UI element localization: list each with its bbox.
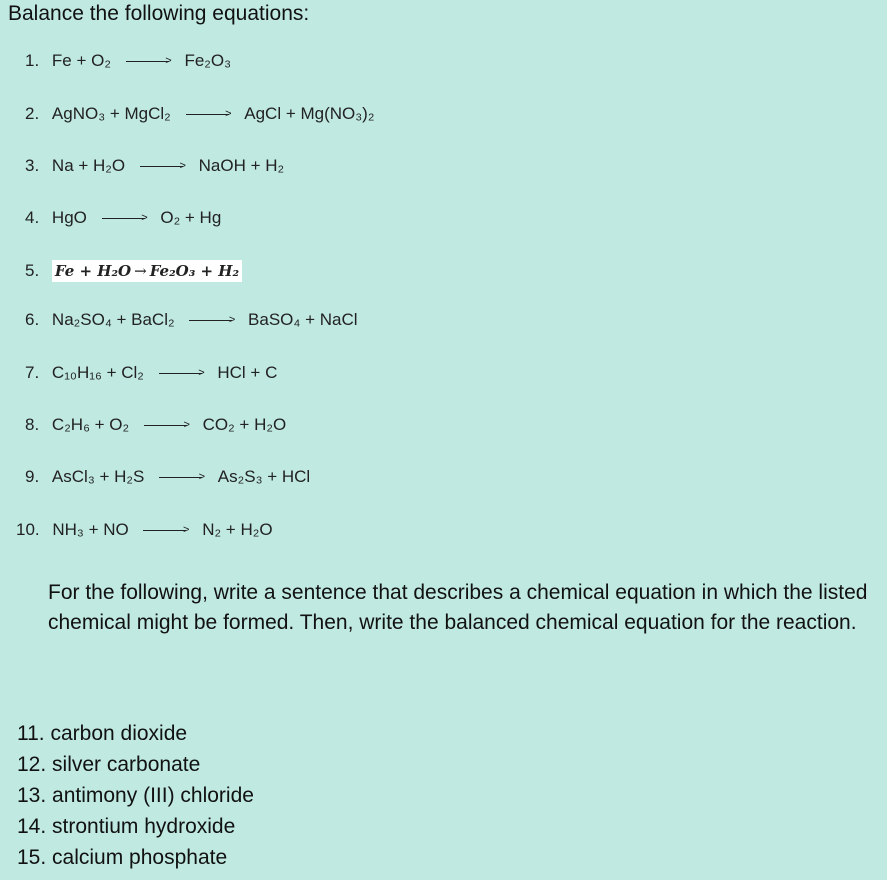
equation-products: AgCl + Mg(NO₃)₂	[244, 104, 375, 123]
equation-products: Fe₂O₃	[184, 51, 232, 70]
equation-reactants: C₂H₆ + O₂	[51, 415, 130, 434]
equation-7	[25, 361, 277, 385]
equation-number: 2.	[25, 104, 40, 123]
reaction-arrow-icon: >	[143, 526, 189, 536]
list-item: 14. strontium hydroxide	[17, 815, 236, 838]
equation-9	[25, 465, 310, 489]
reaction-arrow-icon: >	[140, 162, 186, 172]
equation-number: 7.	[25, 363, 40, 382]
equation-8	[25, 413, 286, 437]
equation-5	[25, 259, 242, 283]
equation-reactants: C₁₀H₁₆ + Cl₂	[51, 363, 144, 382]
reaction-arrow-icon: >	[144, 421, 190, 431]
chemical-list	[17, 718, 254, 873]
reaction-arrow-icon: >	[126, 57, 172, 67]
equation-number: 1.	[25, 51, 40, 70]
equation-number: 5.	[25, 261, 40, 280]
equation-3	[25, 154, 284, 178]
equation-products: CO₂ + H₂O	[202, 415, 287, 434]
equation-products: Fe₂O₃ + H₂	[149, 262, 240, 280]
equation-reactants: Na + H₂O	[51, 156, 126, 175]
equation-products: O₂ + Hg	[160, 208, 222, 227]
list-item: 12. silver carbonate	[17, 753, 201, 776]
list-item: 11. carbon dioxide	[17, 722, 188, 745]
list-item: 15. calcium phosphate	[17, 846, 228, 869]
equation-number: 6.	[25, 310, 40, 329]
equation-products: HCl + C	[217, 363, 278, 382]
equation-reactants: NH₃ + NO	[52, 520, 129, 539]
equation-reactants: Fe + O₂	[51, 51, 111, 70]
reaction-arrow-icon: >	[102, 214, 148, 224]
reaction-arrow-icon: >	[186, 110, 232, 120]
reaction-arrow-icon: >	[159, 369, 205, 379]
math-equation-box	[52, 260, 242, 282]
equation-2	[25, 102, 374, 126]
equation-number: 9.	[25, 467, 40, 486]
page-heading: Balance the following equations:	[8, 2, 310, 25]
equation-products: BaSO₄ + NaCl	[248, 310, 358, 329]
equation-6	[25, 308, 358, 332]
equation-reactants: HgO	[51, 208, 87, 227]
equation-products: NaOH + H₂	[198, 156, 285, 175]
equation-reactants: AsCl₃ + H₂S	[51, 467, 145, 486]
reaction-arrow-icon: >	[159, 473, 205, 483]
equation-products: N₂ + H₂O	[202, 520, 273, 539]
list-item: 13. antimony (III) chloride	[17, 784, 254, 807]
equation-4	[25, 206, 221, 230]
equation-reactants: AgNO₃ + MgCl₂	[51, 104, 171, 123]
instructions-paragraph: For the following, write a sentence that describes a chemical equation in which the listed chemical might be formed. Then, write the balanced chemical equation for the reaction.	[48, 581, 868, 634]
equation-number: 4.	[25, 208, 40, 227]
reaction-arrow-icon: →	[134, 262, 147, 280]
reaction-arrow-icon: >	[189, 316, 235, 326]
equation-10	[16, 518, 273, 542]
equation-number: 8.	[25, 415, 40, 434]
equation-1	[25, 49, 231, 73]
equation-number: 3.	[25, 156, 40, 175]
equation-reactants: Fe + H₂O	[54, 262, 132, 280]
equation-reactants: Na₂SO₄ + BaCl₂	[51, 310, 175, 329]
equation-number: 10.	[16, 520, 40, 539]
equation-products: As₂S₃ + HCl	[217, 467, 311, 486]
